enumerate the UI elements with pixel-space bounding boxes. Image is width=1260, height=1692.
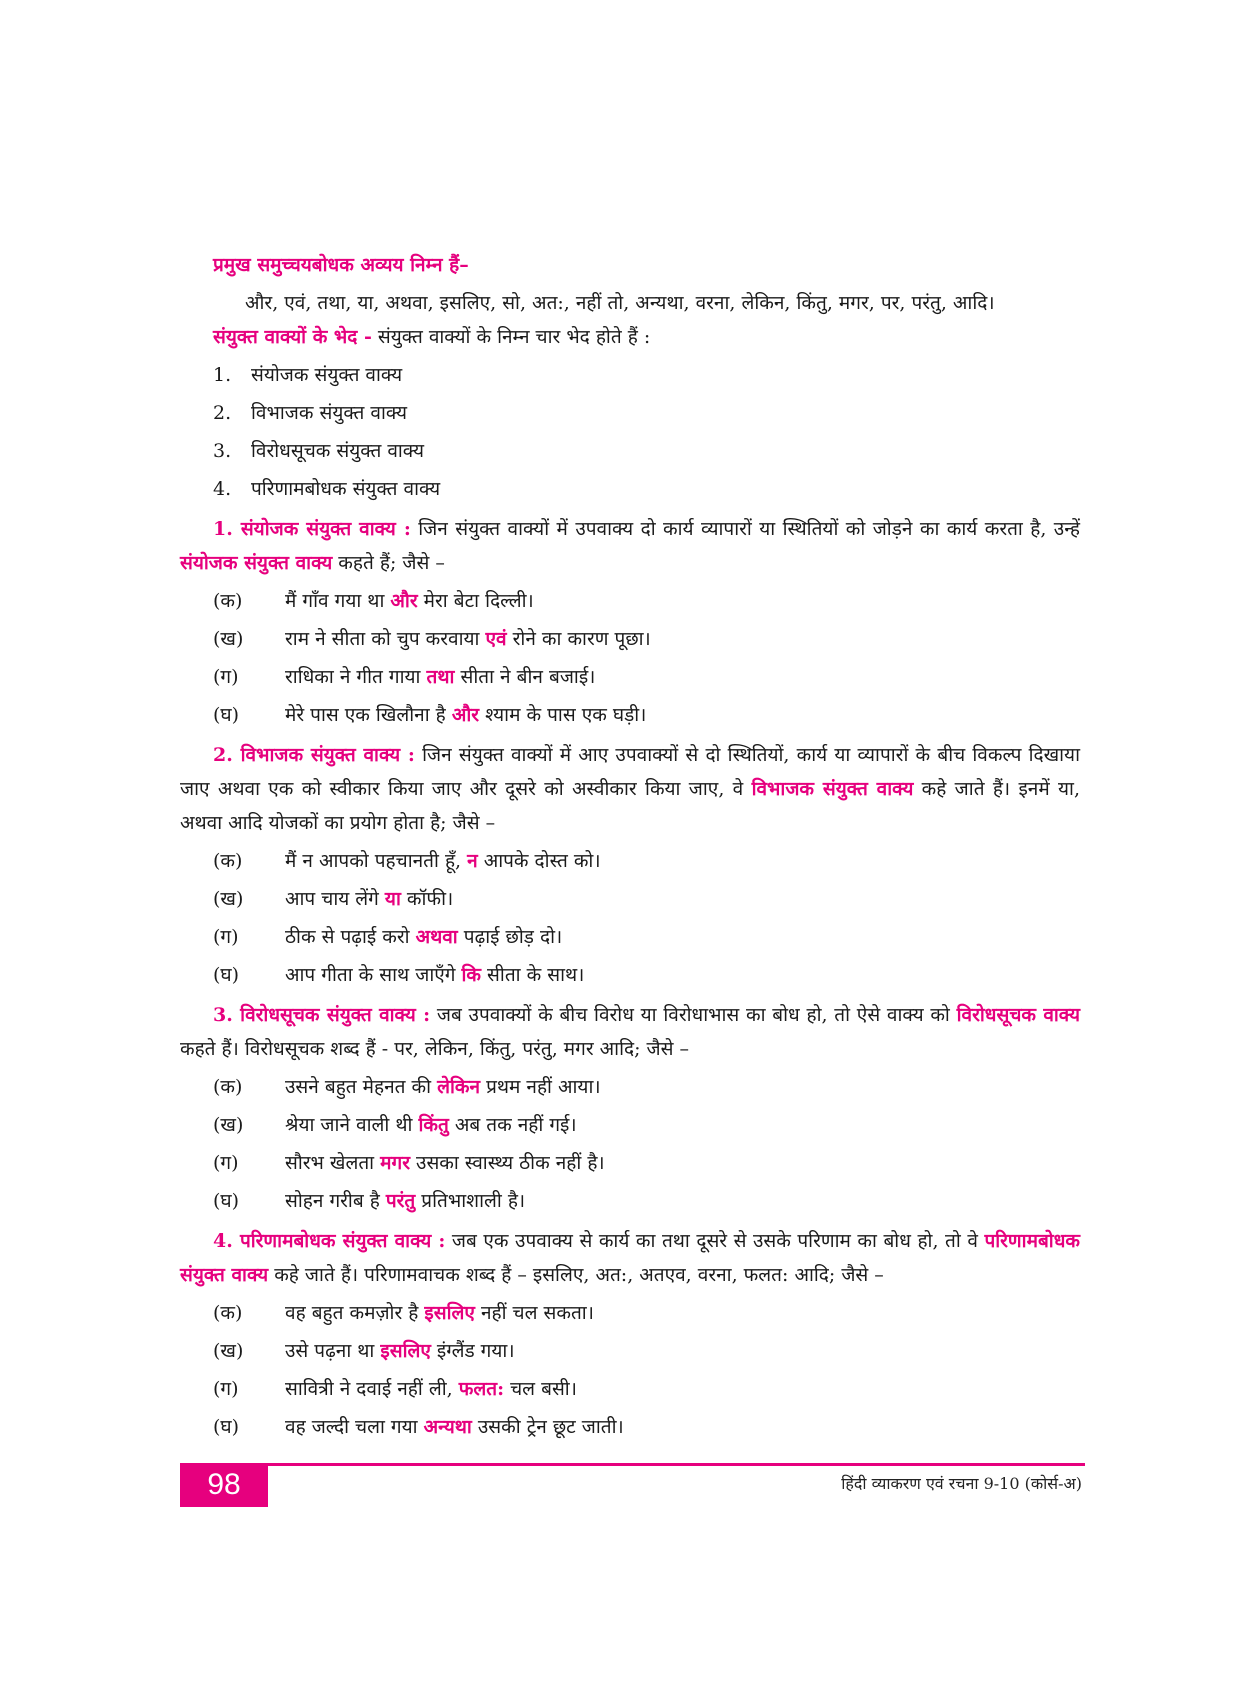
section-paragraph [180,738,1080,840]
example-text: श्रेया जाने वाली थी [285,1114,419,1136]
section-text: जब उपवाक्यों के बीच विरोध या विरोधाभास का बोध हो, तो ऐसे वाक्य को [430,1004,957,1026]
list-text: विभाजक संयुक्त वाक्य [251,402,408,424]
example-conjunction: और [390,590,418,612]
example-text: वह जल्दी चला गया [285,1416,424,1438]
example-text: सावित्री ने दवाई नहीं ली, [285,1378,459,1400]
list-item [180,394,1080,432]
example-item [180,1106,1080,1144]
section-text: कहते हैं; जैसे – [332,552,445,574]
example-text: श्याम के पास एक घड़ी। [479,704,647,726]
example-text: आप चाय लेंगे [285,888,385,910]
example-text: उसे पढ़ना था [285,1340,381,1362]
example-conjunction: परंतु [385,1190,416,1212]
list-text: विरोधसूचक संयुक्त वाक्य [251,440,424,462]
section-label: 3. विरोधसूचक संयुक्त वाक्य : [213,1004,431,1026]
example-conjunction: इसलिए [424,1302,475,1324]
example-conjunction: या [384,888,401,910]
section-label: 4. परिणामबोधक संयुक्त वाक्य : [213,1230,446,1252]
example-conjunction: तथा [426,666,455,688]
example-conjunction: अथवा [415,926,458,948]
example-text: मैं न आपको पहचानती हूँ, [285,850,468,872]
section-heading: प्रमुख समुच्चयबोधक अव्यय निम्न हैं– [213,254,469,276]
section-text: कहते हैं। विरोधसूचक शब्द हैं - पर, लेकिन, किंतु, परंतु, मगर आदि; जैसे – [180,1038,690,1060]
example-text: इंग्लैंड गया। [430,1340,515,1362]
list-number: 3. [213,440,232,462]
section-term: संयोजक संयुक्त वाक्य [180,552,333,574]
book-title: हिंदी व्याकरण एवं रचना 9-10 (कोर्स-अ) [841,1474,1082,1493]
example-marker: (ग) [213,666,239,688]
example-marker: (क) [213,1302,243,1324]
section-term: विरोधसूचक वाक्य [956,1004,1080,1026]
example-text: सौरभ खेलता [285,1152,381,1174]
example-marker: (ग) [213,1152,239,1174]
section-text: जब एक उपवाक्य से कार्य का तथा दूसरे से उसके परिणाम का बोध हो, तो वे [445,1230,985,1252]
examples-list [180,1294,1080,1446]
example-text: आप गीता के साथ जाएँगे [285,964,462,986]
example-marker: (ख) [213,1114,244,1136]
example-item [180,1068,1080,1106]
list-item [180,470,1080,508]
sections-container [180,512,1080,1446]
example-marker: (घ) [213,1416,240,1438]
example-text: मेरा बेटा दिल्ली। [417,590,534,612]
example-conjunction: अन्यथा [423,1416,472,1438]
example-marker: (ख) [213,1340,244,1362]
section-label: 1. संयोजक संयुक्त वाक्य : [213,518,411,540]
bhed-intro [180,320,1080,354]
example-text: उसने बहुत मेहनत की [285,1076,438,1098]
example-marker: (क) [213,590,243,612]
example-conjunction: न [467,850,478,872]
footer-rule [180,1463,1085,1466]
bhed-text: संयुक्त वाक्यों के निम्न चार भेद होते हैं : [371,326,651,348]
example-item [180,696,1080,734]
avyay-list: और, एवं, तथा, या, अथवा, इसलिए, सो, अत:, नहीं तो, अन्यथा, वरना, लेकिन, किंतु, मगर, पर, परंतु, आदि। [245,292,995,314]
example-item [180,956,1080,994]
example-conjunction: लेकिन [437,1076,481,1098]
section-paragraph [180,512,1080,580]
example-conjunction: फलत: [458,1378,505,1400]
example-text: नहीं चल सकता। [474,1302,594,1324]
example-item [180,1294,1080,1332]
example-item [180,1182,1080,1220]
example-text: आपके दोस्त को। [477,850,601,872]
list-text: संयोजक संयुक्त वाक्य [251,364,403,386]
example-text: अब तक नहीं गई। [448,1114,577,1136]
example-text: उसका स्वास्थ्य ठीक नहीं है। [410,1152,605,1174]
section-label: 2. विभाजक संयुक्त वाक्य : [213,744,415,766]
list-number: 4. [213,478,232,500]
section-text: जिन संयुक्त वाक्यों में उपवाक्य दो कार्य व्यापारों या स्थितियों को जोड़ने का कार्य करता है, उन्हें [410,518,1080,540]
example-marker: (घ) [213,704,240,726]
list-number: 1. [213,364,232,386]
bhed-label: संयुक्त वाक्यों के भेद - [213,326,372,348]
example-marker: (क) [213,1076,243,1098]
example-marker: (ग) [213,926,239,948]
example-text: प्रथम नहीं आया। [480,1076,601,1098]
types-list [180,356,1080,508]
example-item [180,1144,1080,1182]
section-paragraph [180,1224,1080,1292]
example-conjunction: किंतु [418,1114,449,1136]
example-text: राम ने सीता को चुप करवाया [285,628,486,650]
list-item [180,356,1080,394]
example-item [180,1370,1080,1408]
example-conjunction: एवं [485,628,507,650]
list-item [180,432,1080,470]
page-number: 98 [180,1463,268,1507]
section-term: परिणामबोधक संयुक्त वाक्य [180,1230,1080,1286]
section-text: जिन संयुक्त वाक्यों में आए उपवाक्यों से दो स्थितियों, कार्य या व्यापारों के बीच विकल्प दिखाया जाए अथवा एक को स्वीकार किया जाए और दूसरे को अस्वीकार किया जाए, वे [180,744,1080,800]
list-number: 2. [213,402,232,424]
example-marker: (घ) [213,1190,240,1212]
example-text: चल बसी। [504,1378,577,1400]
example-text: सीता ने बीन बजाई। [454,666,596,688]
example-text: वह बहुत कमज़ोर है [285,1302,425,1324]
examples-list [180,1068,1080,1220]
example-text: मेरे पास एक खिलौना है [285,704,452,726]
section-text: कहे जाते हैं। इनमें या, अथवा आदि योजकों का प्रयोग होता है; जैसे – [180,778,1080,834]
page-content [180,248,1080,1446]
example-marker: (घ) [213,964,240,986]
section-text: कहे जाते हैं। परिणामवाचक शब्द हैं – इसलिए, अत:, अतएव, वरना, फलत: आदि; जैसे – [268,1264,884,1286]
list-text: परिणामबोधक संयुक्त वाक्य [251,478,441,500]
example-text: सोहन गरीब है [285,1190,386,1212]
example-item [180,842,1080,880]
example-item [180,582,1080,620]
example-text: पढ़ाई छोड़ दो। [457,926,563,948]
example-text: उसकी ट्रेन छूट जाती। [471,1416,624,1438]
example-item [180,1408,1080,1446]
example-text: सीता के साथ। [481,964,585,986]
example-marker: (ख) [213,888,244,910]
section-paragraph [180,998,1080,1066]
example-item [180,658,1080,696]
section-term: विभाजक संयुक्त वाक्य [751,778,914,800]
example-item [180,1332,1080,1370]
example-text: कॉफी। [400,888,454,910]
example-text: ठीक से पढ़ाई करो [285,926,416,948]
example-conjunction: कि [461,964,482,986]
example-marker: (क) [213,850,243,872]
example-marker: (ख) [213,628,244,650]
example-conjunction: और [451,704,480,726]
example-item [180,880,1080,918]
example-item [180,918,1080,956]
example-text: राधिका ने गीत गाया [285,666,427,688]
example-item [180,620,1080,658]
example-text: रोने का कारण पूछा। [506,628,651,650]
example-marker: (ग) [213,1378,239,1400]
example-text: प्रतिभाशाली है। [415,1190,526,1212]
examples-list [180,582,1080,734]
examples-list [180,842,1080,994]
example-conjunction: इसलिए [380,1340,431,1362]
example-conjunction: मगर [380,1152,410,1174]
example-text: मैं गाँव गया था [285,590,391,612]
